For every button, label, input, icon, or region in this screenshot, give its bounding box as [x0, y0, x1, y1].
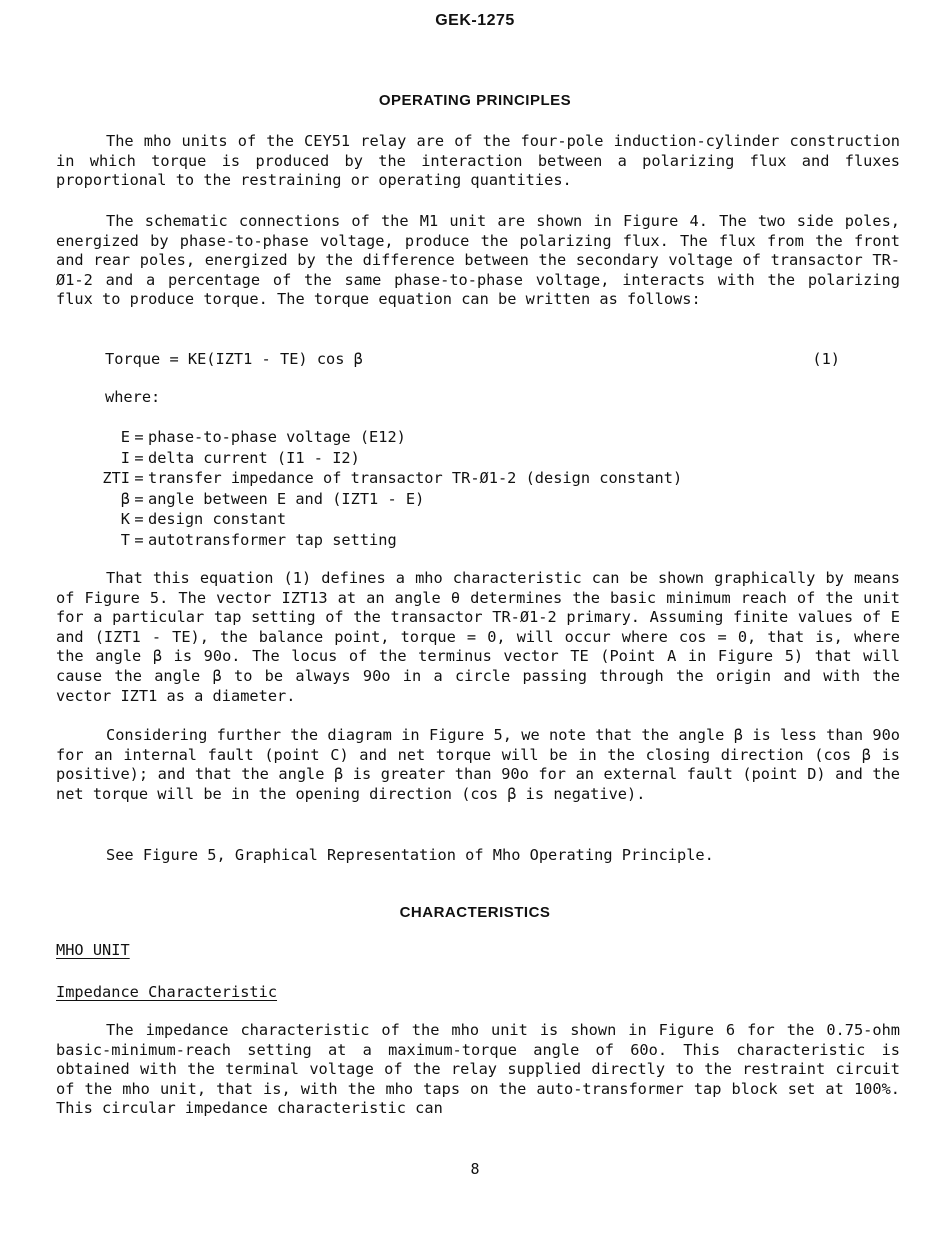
definition-text: phase-to-phase voltage (E12): [148, 428, 406, 446]
equals-sign: =: [134, 530, 144, 549]
equation-number: (1): [812, 350, 840, 368]
definition-text: transfer impedance of transactor TR-Ø1-2 (design constant): [148, 469, 683, 487]
equation-text: Torque = KE(IZT1 - TE) cos β: [105, 350, 363, 368]
section-heading-operating-principles: OPERATING PRINCIPLES: [378, 92, 572, 109]
definition-symbol: I: [120, 448, 130, 467]
definition-symbol: β: [120, 489, 130, 508]
paragraph-figure-reference: See Figure 5, Graphical Representation of Mho Operating Principle.: [106, 846, 714, 864]
definition-row: [60, 448, 682, 469]
torque-equation: [105, 350, 840, 368]
definition-text: design constant: [148, 510, 287, 528]
definition-row: [60, 468, 682, 489]
equals-sign: =: [134, 489, 144, 508]
equals-sign: =: [134, 510, 144, 528]
paragraph-construction: The mho units of the CEY51 relay are of the four-pole induction-cylinder construction in which torque is produced by the interaction between a polarizing flux and fluxes proportional to the restraining or operating quantities.: [56, 132, 900, 190]
subheading-mho-unit: MHO UNIT: [56, 941, 130, 959]
equals-sign: =: [134, 428, 144, 446]
definition-symbol: K: [120, 510, 130, 528]
definition-text: delta current (I1 - I2): [148, 448, 360, 467]
paragraph-fault-diagram: Considering further the diagram in Figure 5, we note that the angle β is less than 90o for an internal fault (point C) and net torque will be in the closing direction (cos β is positive); and that the angle β is greater than 90o for an external fault (point D) and the net torque will be in the opening direction (cos β is negative).: [56, 726, 900, 803]
definition-row: [60, 509, 682, 530]
definition-symbol: E: [120, 428, 130, 446]
definitions-list: [60, 427, 682, 550]
paragraph-impedance-characteristic: The impedance characteristic of the mho unit is shown in Figure 6 for the 0.75-ohm basic-minimum-reach setting at a maximum-torque angle of 60o. This characteristic is obtained with the terminal voltage of the relay supplied directly to the restraint circuit of the mho unit, that is, with the mho taps on the auto-transformer tap block set at 100%. This circular impedance characteristic can: [56, 1021, 900, 1118]
equals-sign: =: [134, 469, 144, 487]
definition-row: [60, 427, 682, 448]
subheading-impedance-characteristic: Impedance Characteristic: [56, 983, 278, 1001]
equals-sign: =: [134, 448, 144, 467]
definition-row: [60, 530, 682, 551]
paragraph-mho-characteristic: That this equation (1) defines a mho characteristic can be shown graphically by means of Figure 5. The vector IZT13 at an angle θ determines the basic minimum reach of the unit for a particular tap setting of the transactor TR-Ø1-2 primary. Assuming finite values of E and (IZT1 - TE), the balance point, torque = 0, will occur where cos = 0, that is, where the angle β is 90o. The locus of the terminus vector TE (Point A in Figure 5) that will cause the angle β to be always 90o in a circle passing through the origin and with the vector IZT1 as a diameter.: [56, 569, 900, 705]
definition-text: angle between E and (IZT1 - E): [148, 489, 425, 508]
page-number: 8: [470, 1160, 480, 1178]
definition-symbol: T: [120, 530, 130, 549]
paragraph-schematic-connections: The schematic connections of the M1 unit are shown in Figure 4. The two side poles, energized by phase-to-phase voltage, produce the polarizing flux. The flux from the front and rear poles, energized by the difference between the secondary voltage of transactor TR-Ø1-2 and a percentage of the same phase-to-phase voltage, interacts with the polarizing flux to produce torque. The torque equation can be written as follows:: [56, 212, 900, 309]
definition-text: autotransformer tap setting: [148, 530, 397, 549]
where-label: where:: [105, 388, 161, 406]
document-id: GEK-1275: [435, 12, 515, 29]
definition-symbol: ZTI: [102, 469, 130, 487]
section-heading-characteristics: CHARACTERISTICS: [399, 904, 551, 921]
definition-row: [60, 489, 682, 510]
